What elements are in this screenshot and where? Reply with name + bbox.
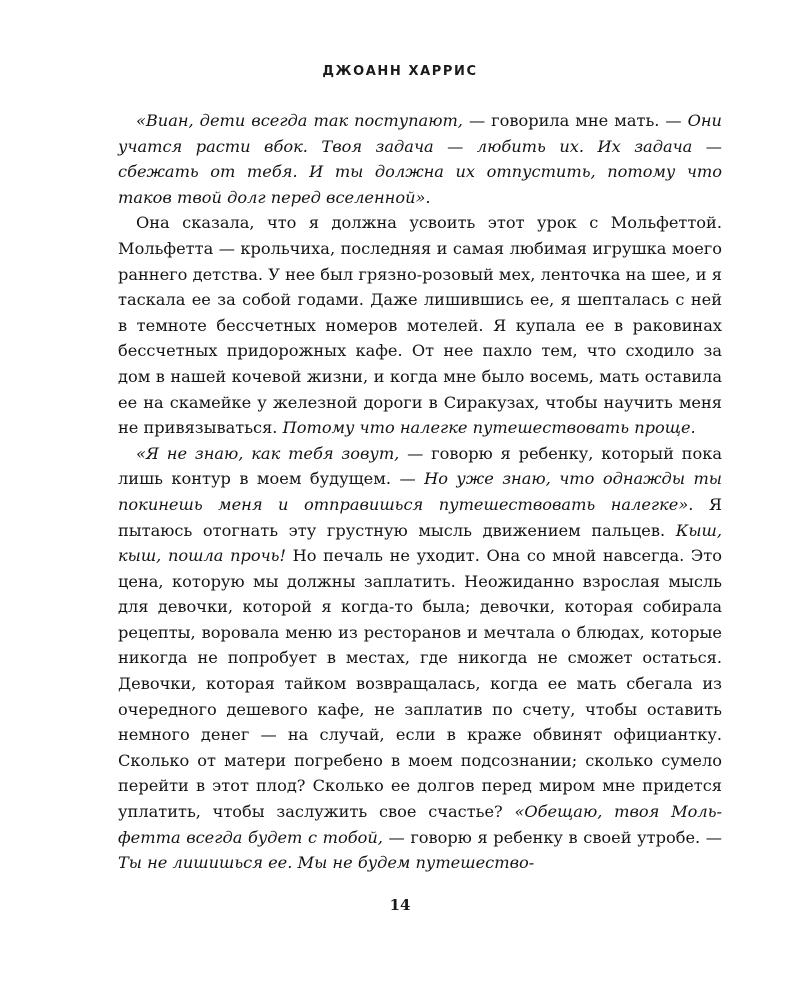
paragraph — [118, 108, 722, 210]
italic-run: «Виан, дети всегда так поступают, — [136, 111, 463, 130]
paragraph — [118, 210, 722, 440]
running-head-author: ДЖОАНН ХАРРИС — [322, 64, 478, 79]
text-run: — говорила мне мать. — — [462, 111, 688, 130]
text-run: Она сказала, что я должна усвоить этот урок с Мольфеттой. Мольфетта — крольчиха, последняя и самая любимая игрушка моего раннего детства. У нее был грязно-розовый мех, ленточка на шее, и я таскала ее за собой годами. Даже лишившись ее, я шепталась с ней в темноте бессчетных номеров мотелей. Я купала ее в раковинах бессчетных придорожных кафе. От нее пахло тем, что сходило за дом в нашей кочевой жизни, и когда мне было восемь, мать оставила ее на скамейке у железной дороги в Сиракузах, чтобы научить меня не привязываться. — [118, 213, 722, 438]
italic-run: Кыш, кыш, пошла прочь! — [118, 520, 722, 566]
text-run: — говорю я ребенку, который пока лишь контур в моем будущем. — — [118, 443, 722, 489]
italic-run: Ты не лишишься ее. Мы не будем путешество- — [118, 853, 535, 873]
paragraph — [118, 441, 722, 876]
text-run: — говорю я ребенку в своей утробе. — — [382, 827, 722, 847]
text-run: Но печаль не уходит. Она со мной навсегда. Это цена, которую мы должны заплатить. Неожиданно взрослая мысль для девочки, которой я когда-то была; девочки, которая собирала рецепты, воровала меню из ресторанов и мечтала о блюдах, которые никогда не попробует в местах, где никогда не сможет остаться. Девочки, которая тайком возвращалась, когда ее мать сбегала из очередного дешевого кафе, не заплатив по счету, чтобы оставить немного денег — на случай, если в краже обвинят официантку. Сколько от матери погребено в моем подсознании; сколько сумело перейти в этот плод? Сколько ее долгов перед миром мне придется уплатить, чтобы заслужить свое счастье? — [118, 546, 722, 822]
text-run: Я пытаюсь отогнать эту грустную мысль движением пальцев. — [118, 494, 722, 540]
italic-run: Они учатся расти вбок. Твоя задача — любить их. Их задача — сбежать от тебя. И ты должна их отпустить, потому что таков твой долг перед вселенной». — [118, 111, 722, 207]
italic-run: Потому что налегке путешествовать проще. — [282, 418, 696, 438]
italic-run: Но уже знаю, что однажды ты покинешь меня и отправишься путешествовать налегке». — [118, 469, 722, 514]
page-number: 14 — [389, 896, 411, 914]
italic-run: «Обещаю, твоя Мольфетта всегда будет с тобой, — [118, 802, 722, 847]
italic-run: «Я не знаю, как тебя зовут, — [136, 443, 400, 463]
body-text — [118, 108, 722, 876]
